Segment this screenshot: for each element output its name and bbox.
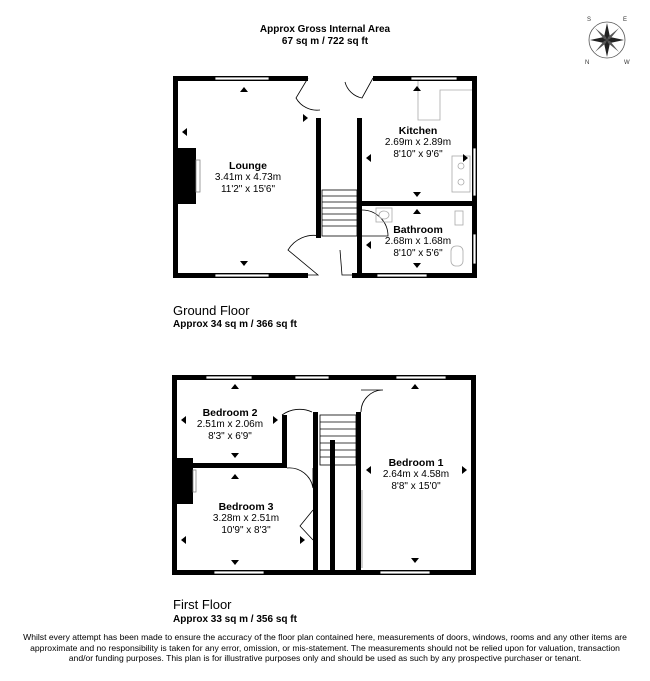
room-imperial: 8'3" x 6'9" (208, 431, 252, 442)
ground-floor-title: Ground Floor (173, 303, 250, 318)
room-name: Kitchen (398, 125, 438, 137)
ground-floor-stairs (322, 190, 357, 236)
room-name: Lounge (229, 160, 267, 172)
room-metric: 2.68m x 1.68m (384, 236, 452, 247)
compass-letter-n: N (585, 60, 590, 66)
room-imperial: 11'2" x 15'6" (220, 184, 276, 195)
room-metric: 2.69m x 2.89m (384, 137, 452, 148)
compass-letter-w: W (624, 60, 630, 66)
room-label-bedroom-1 (366, 457, 466, 493)
room-imperial: 10'9" x 8'3" (221, 525, 271, 536)
room-metric: 2.51m x 2.06m (196, 419, 264, 430)
room-name: Bedroom 3 (218, 501, 274, 513)
first-floor-stairs (320, 415, 356, 465)
room-label-bedroom-2 (182, 407, 278, 443)
disclaimer-text: Whilst every attempt has been made to ensure the accuracy of the floor plan contained here, measurements of doors, windows, rooms and any other items are approximate and no responsibility is taken for any error, omission, or mis-statement. The measurements should not be relied upon for valuation, transaction and/or funding purposes. This plan is for illustrative purposes only and should be used as such by any prospective purchaser or tenant. (23, 632, 627, 664)
compass-letter-s: S (587, 17, 592, 23)
room-imperial: 8'10" x 5'6" (393, 248, 443, 259)
ground-floor-area: Approx 34 sq m / 366 sq ft (173, 319, 297, 330)
room-metric: 2.64m x 4.58m (382, 469, 450, 480)
chimney-breast-icon (177, 458, 193, 504)
gross-area-value: 67 sq m / 722 sq ft (281, 36, 369, 47)
compass-letter-e: E (623, 17, 628, 23)
first-floor-title: First Floor (173, 597, 232, 612)
room-metric: 3.28m x 2.51m (212, 513, 280, 524)
room-label-bathroom (370, 224, 466, 260)
first-floor-area: Approx 33 sq m / 356 sq ft (173, 614, 297, 625)
room-label-lounge (198, 160, 298, 196)
gross-area-title: Approx Gross Internal Area (259, 24, 391, 35)
room-imperial: 8'8" x 15'0" (391, 481, 441, 492)
room-metric: 3.41m x 4.73m (214, 172, 282, 183)
room-name: Bedroom 2 (202, 407, 258, 419)
room-label-bedroom-3 (196, 501, 296, 537)
room-imperial: 8'10" x 9'6" (393, 149, 443, 160)
room-name: Bedroom 1 (388, 457, 444, 469)
fireplace-icon (178, 148, 196, 204)
room-name: Bathroom (393, 224, 443, 236)
compass-rose-icon (585, 17, 630, 66)
room-label-kitchen (370, 125, 466, 161)
